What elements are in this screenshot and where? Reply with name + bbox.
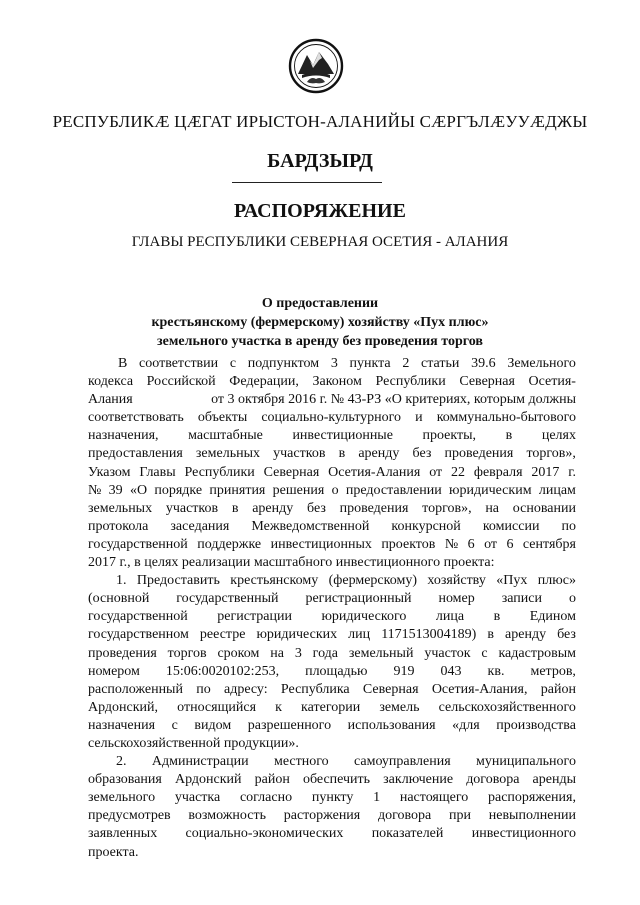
body-word: 39: [108, 482, 123, 498]
body-word: решения: [272, 482, 325, 498]
body-line: [88, 536, 576, 554]
body-word: проведения: [88, 645, 157, 661]
body-word: земельного: [88, 790, 156, 806]
body-word: район: [540, 681, 576, 697]
body-word: №: [88, 482, 102, 498]
body-line: [88, 409, 576, 427]
body-word: сельскохозяйственного: [438, 699, 576, 715]
body-word: 3: [294, 645, 302, 661]
body-word: распоряжения,: [488, 790, 576, 806]
body-word: соответствии: [139, 356, 219, 371]
body-line: [88, 355, 576, 373]
body-word: регистрации: [217, 609, 292, 625]
body-word: 919: [393, 663, 415, 679]
body-word: поддержке: [197, 536, 262, 552]
body-word: без: [412, 446, 432, 462]
body-word: (фермерскому): [328, 573, 417, 589]
body-line: [88, 391, 576, 409]
subject-line: крестьянскому (фермерскому) хозяйству «Пух плюс»: [151, 315, 489, 330]
body-word: протокола: [88, 518, 149, 534]
body-word: в: [487, 627, 494, 643]
body-word: торгов: [167, 645, 207, 661]
body-word: хозяйству: [427, 573, 486, 589]
body-word: заседания: [170, 518, 230, 534]
body-word: сентября: [522, 536, 576, 552]
body-word: комиссии: [482, 518, 540, 534]
body-word: о: [331, 482, 339, 498]
body-word: в: [505, 428, 513, 444]
body-word: государственной: [88, 609, 188, 625]
body-word: «Пух: [496, 573, 528, 589]
body-word: без: [307, 500, 326, 516]
body-word: участков: [165, 500, 219, 516]
order-body-text: [88, 355, 576, 862]
document-title-ossetian: БАРДЗЫРД: [267, 150, 373, 172]
body-word: лиц: [348, 627, 371, 643]
body-line: [88, 663, 576, 681]
body-word: сельскохозяйственной продукции».: [88, 735, 299, 751]
body-word: пункта: [349, 356, 391, 371]
body-word: юридическим: [449, 482, 532, 498]
body-word: проведения: [339, 500, 409, 516]
body-line: [88, 771, 576, 789]
body-word: назначения: [88, 717, 156, 733]
body-word: Республики: [184, 464, 255, 480]
body-word: проектов: [381, 536, 436, 552]
body-word: земельных: [195, 446, 260, 462]
body-word: Северная: [362, 681, 419, 697]
body-word: крестьянскому: [230, 573, 319, 589]
body-word: Осетия-Алания: [328, 464, 421, 480]
body-word: производства: [496, 717, 576, 733]
body-word: реестре: [199, 627, 246, 643]
body-word: Ардонский,: [88, 699, 159, 715]
body-word: торгов»,: [422, 500, 472, 516]
body-word: земельный: [348, 645, 414, 661]
body-word: 2017: [531, 464, 560, 480]
body-word: Российской: [146, 374, 216, 390]
body-word: 3: [330, 356, 338, 371]
body-word: аренду: [358, 446, 400, 462]
body-word: принятия: [209, 482, 266, 498]
body-word: сроком: [217, 645, 260, 661]
body-word: площадью: [305, 663, 368, 679]
body-word: «для: [452, 717, 480, 733]
body-word: на: [270, 645, 284, 661]
body-word: №: [444, 536, 459, 552]
body-line: [88, 445, 576, 463]
body-word: в: [231, 500, 239, 516]
body-word: В: [118, 356, 128, 371]
body-word: кадастровым: [498, 645, 576, 661]
body-line: [88, 717, 576, 735]
body-word: Главы: [139, 464, 176, 480]
body-word: юридических: [256, 627, 338, 643]
body-word: участка: [174, 790, 221, 806]
body-word: предоставлении: [345, 482, 442, 498]
body-word: заявленных: [88, 826, 158, 842]
body-word: статьи: [421, 356, 460, 371]
body-word: инвестиционных: [270, 536, 372, 552]
body-word: категории: [301, 699, 361, 715]
body-word: Ардонский: [174, 772, 242, 788]
body-word: инвестиционные: [292, 428, 393, 444]
body-word: возможность: [188, 808, 266, 824]
body-word: социально-экономических: [185, 826, 344, 842]
body-word: аренды: [532, 772, 576, 788]
body-word: земель: [379, 699, 420, 715]
body-word: район: [254, 772, 290, 788]
body-line: [88, 645, 576, 663]
subject-line: земельного участка в аренду без проведения торгов: [157, 334, 483, 349]
body-word: адресу:: [224, 681, 268, 697]
republic-name-ossetian: РЕСПУБЛИКӔ ЦӔГАТ ИРЫСТОН-АЛАНИЙЫ СӔРГЪЛӔУУӔДЖЫ: [52, 112, 588, 131]
body-word: Указом: [88, 464, 131, 480]
body-word: государственном: [88, 627, 189, 643]
body-line: [88, 373, 576, 391]
body-word: метров,: [530, 663, 576, 679]
body-word: Администрации: [151, 754, 249, 770]
body-line: [88, 518, 576, 536]
body-word: при: [449, 808, 471, 824]
body-line: [88, 608, 576, 626]
body-word: по: [196, 681, 211, 697]
body-word: о: [568, 591, 576, 607]
body-word: регистрационный: [305, 591, 412, 607]
body-word: 6: [506, 536, 514, 552]
body-word: масштабные: [188, 428, 263, 444]
body-word: номером: [88, 663, 140, 679]
body-line: [88, 681, 576, 699]
body-word: проведения: [444, 446, 514, 462]
body-word: Северная: [459, 374, 515, 390]
body-word: номер: [438, 591, 475, 607]
subject-block: [0, 294, 640, 351]
body-word: показателей: [371, 826, 444, 842]
body-line: [88, 753, 576, 771]
body-word: целях: [541, 428, 576, 444]
body-line: [88, 825, 576, 843]
coat-of-arms-emblem: [286, 38, 346, 94]
body-word: Межведомственной: [251, 518, 370, 534]
body-word: назначения,: [88, 428, 159, 444]
body-word: (основной: [88, 591, 150, 607]
body-word: Республика: [280, 681, 350, 697]
body-line: [88, 699, 576, 717]
body-line: [88, 590, 576, 608]
body-word: кв.: [487, 663, 505, 679]
body-word: Земельного: [507, 356, 576, 371]
body-word: г.: [568, 464, 576, 480]
body-word: 043: [440, 663, 462, 679]
body-word: торгов»,: [526, 446, 576, 462]
body-word: обеспечить: [302, 772, 371, 788]
body-word: аренду: [505, 627, 547, 643]
body-word: 6: [467, 536, 475, 552]
body-word: лица: [435, 609, 465, 625]
body-word: разрешенного: [247, 717, 332, 733]
body-word: Предоставить: [136, 573, 220, 589]
body-word: 1171513004189): [381, 627, 477, 643]
body-word: 2.: [116, 754, 127, 770]
body-word: государственный: [176, 591, 279, 607]
body-word: с: [171, 717, 178, 733]
body-word: Осетия-Алания,: [431, 681, 528, 697]
body-word: Законом: [312, 374, 362, 390]
body-word: 1.: [116, 573, 127, 589]
body-word: порядке: [154, 482, 203, 498]
body-line: [88, 427, 576, 445]
body-line: [88, 807, 576, 825]
body-word: соответствовать: [88, 410, 184, 426]
body-word: основании: [512, 500, 576, 516]
body-word: инвестиционного: [471, 826, 576, 842]
body-word: Северная: [263, 464, 320, 480]
body-word: видом: [194, 717, 232, 733]
body-word: объекты: [197, 410, 248, 426]
body-line: [88, 500, 576, 518]
body-word: плюс»: [537, 573, 576, 589]
body-word: государственной: [88, 536, 188, 552]
body-line: [88, 626, 576, 644]
body-word: 2017 г., в целях реализации масштабного инвестиционного проекта:: [88, 555, 495, 571]
body-word: участок: [424, 645, 471, 661]
body-word: 2: [402, 356, 410, 371]
body-word: подпунктом: [247, 356, 320, 371]
body-word: «О: [129, 482, 148, 498]
body-word: года: [312, 645, 338, 661]
body-word: на: [485, 500, 500, 516]
body-word: участков: [273, 446, 326, 462]
body-line: [88, 554, 576, 572]
body-word: договора: [466, 772, 520, 788]
body-word: расторжения: [283, 808, 361, 824]
body-word: заключение: [383, 772, 454, 788]
body-word: образования: [88, 772, 162, 788]
body-word: 15:06:0020102:253,: [165, 663, 280, 679]
body-word: с: [229, 356, 237, 371]
body-word: договора: [378, 808, 432, 824]
body-word: Федерации,: [229, 374, 299, 390]
body-word: предоставления: [88, 446, 183, 462]
body-word: по: [561, 518, 576, 534]
body-word: февраля: [473, 464, 523, 480]
body-word: Едином: [529, 609, 576, 625]
body-word: конкурсной: [391, 518, 461, 534]
body-word: кодекса: [88, 374, 134, 390]
body-word: использования: [347, 717, 436, 733]
body-word: самоуправления: [353, 754, 451, 770]
body-word: в: [338, 446, 346, 462]
body-word: и: [415, 410, 423, 426]
body-word: пункту: [311, 790, 354, 806]
body-line: [88, 572, 576, 590]
body-word: проекта.: [88, 844, 139, 860]
body-word: от: [429, 464, 443, 480]
body-line: [88, 789, 576, 807]
body-word: с: [481, 645, 488, 661]
body-word: согласно: [239, 790, 293, 806]
body-word: расположенный: [88, 681, 183, 697]
body-word: от: [484, 536, 498, 552]
body-word: настоящего: [399, 790, 469, 806]
body-line: [88, 735, 576, 753]
title-divider: [232, 182, 382, 183]
document-title: РАСПОРЯЖЕНИЕ: [234, 200, 406, 222]
body-line: [88, 464, 576, 482]
body-word: лицам: [538, 482, 576, 498]
body-word: муниципального: [476, 754, 576, 770]
body-word: местного: [273, 754, 329, 770]
body-word: предусмотрев: [88, 808, 171, 824]
body-word: 22: [451, 464, 465, 480]
body-word: юридического: [321, 609, 407, 625]
body-word: записи: [501, 591, 542, 607]
body-word: 1: [373, 790, 381, 806]
body-word: от 3 октября 2016 г. № 43-РЗ «О критериях, которым должны: [211, 392, 576, 408]
body-word: проекты,: [422, 428, 477, 444]
body-word: к: [275, 699, 282, 715]
body-word: относящийся: [177, 699, 257, 715]
body-word: 39.6: [471, 356, 496, 371]
body-word: без: [557, 627, 576, 643]
body-word: аренду: [252, 500, 294, 516]
body-line: [88, 844, 576, 862]
body-word: Республики: [375, 374, 446, 390]
body-word: земельных: [88, 500, 153, 516]
body-line: [88, 482, 576, 500]
body-word: коммунально-бытового: [436, 410, 576, 426]
body-word: Алания: [88, 392, 133, 408]
body-word: невыполнении: [488, 808, 576, 824]
subject-line: О предоставлении: [261, 296, 379, 311]
body-word: социально-культурного: [261, 410, 402, 426]
body-word: в: [493, 609, 501, 625]
issuer-line: ГЛАВЫ РЕСПУБЛИКИ СЕВЕРНАЯ ОСЕТИЯ - АЛАНИЯ: [131, 234, 509, 250]
body-word: Осетия-: [528, 374, 576, 390]
